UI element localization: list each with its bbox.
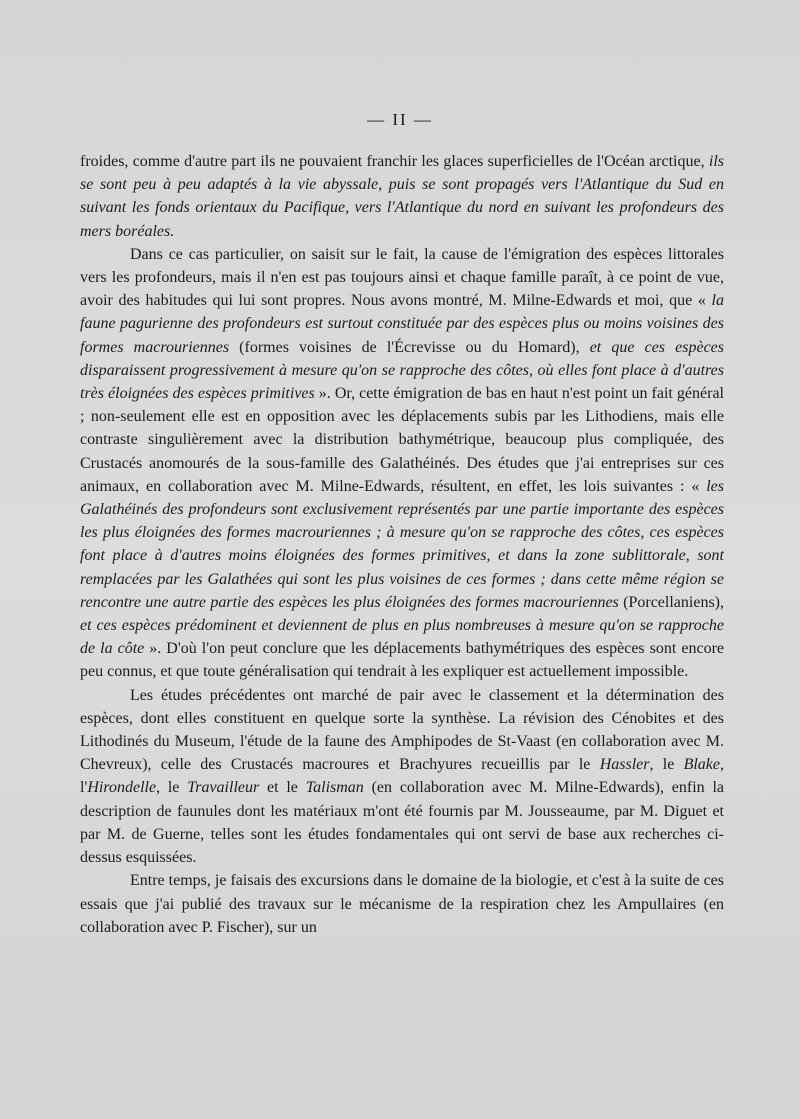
italic-segment: et que ces espèces disparaissent progressivement à mesure qu'on se rapproche des côtes, où elles font place à d'autres très éloignées des espèces primitives: [80, 338, 724, 403]
paragraph: [80, 869, 724, 939]
text-segment: (Porcellaniens),: [618, 593, 725, 611]
text-segment: ». Or, cette émigration de bas en haut n'est point un fait général ; non-seulement elle est en opposition avec les déplacements subis par les Lithodiens, mais elle contraste singulièrement avec la distribution bathymétrique, beaucoup plus compliquée, des Crustacés anomourés de la sous-famille des Galathéinés. Des études que j'ai entreprises sur ces animaux, en collaboration avec M. Milne-Edwards, résultent, en effet, les lois suivantes : «: [80, 385, 724, 495]
text-segment: Les études précédentes ont marché de pair avec le classement et la détermination des espèces, dont elles constituent en quelque sorte la synthèse. La révision des Cénobites et des Lithodinés du Museum, l'étude de la faune des Amphipodes de St-Vaast (en collaboration avec M. Chevreux), celle des Crustacés macroures et Brachyures recueillis par le: [80, 686, 724, 774]
italic-segment: ils se sont peu à peu adaptés à la vie abyssale, puis se sont propagés vers l'Atlantique du Sud en suivant les fonds orientaux du Pacifique, vers l'Atlantique du nord en suivant les profondeurs des mers boréales.: [80, 153, 724, 240]
italic-segment: et ces espèces prédominent et deviennent de plus en plus nombreuses à mesure qu'on se rapproche de la côte: [80, 617, 724, 658]
text-segment: Entre temps, je faisais des excursions dans le domaine de la biologie, et c'est à la suite de ces essais que j'ai publié des travaux sur le mécanisme de la respiration chez les Ampullaires (en collaboration avec P. Fischer), sur un: [80, 872, 724, 936]
ship-name: Blake: [683, 756, 720, 774]
paragraph: [80, 243, 724, 684]
text-segment: froides, comme d'autre part ils ne pouvaient franchir les glaces superficielles de l'Océan arctique,: [80, 153, 709, 170]
text-segment: et le: [259, 779, 306, 797]
text-segment: Dans ce cas particulier, on saisit sur le fait, la cause de l'émigration des espèces littorales vers les profondeurs, mais il n'en est pas toujours ainsi et chaque famille paraît, à ce point de vue, avoir des habitudes qui lui sont propres. Nous avons montré, M. Milne-Edwards et moi, que «: [80, 245, 724, 310]
text-segment: (en collaboration avec M. Milne-Edwards), enfin la description de faunules dont les matériaux m'ont été fournis par M. Jousseaume, par M. Diguet et par M. de Guerne, telles sont les études fondamentales qui ont servi de base aux recherches ci-dessus esquissées.: [80, 779, 725, 867]
page-number: — II —: [367, 110, 433, 129]
italic-segment: la faune pagurienne des profondeurs est surtout constituée par des espèces plus ou moins voisines des formes macrouriennes: [80, 292, 724, 356]
ship-name: Hassler: [599, 756, 650, 774]
text-segment: ». D'où l'on peut conclure que les déplacements bathymétriques des espèces sont encore peu connus, et que toute généralisation qui tendrait à les expliquer est actuellement impossible.: [80, 640, 725, 681]
italic-segment: les Galathéinés des profondeurs sont exclusivement représentés par une partie importante des espèces les plus éloignées des formes macrouriennes ; à mesure qu'on se rapproche des côtes, ces espèces font place à d'autres moins éloignées des formes primitives, et dans la zone sublittorale, sont remplacées par les Galathées qui sont les plus voisines de ces formes ; dans cette même région se rencontre une autre partie des espèces les plus éloignées des formes macrouriennes: [80, 477, 724, 611]
text-segment: , le: [649, 756, 684, 774]
ship-name: Talisman: [305, 779, 364, 797]
ship-name: Hirondelle: [87, 779, 157, 797]
body-text: [80, 150, 724, 939]
text-segment: , le: [156, 779, 188, 797]
text-segment: (formes voisines de l'Écrevisse ou du Homard),: [229, 338, 590, 356]
paragraph: [80, 684, 724, 870]
paragraph: [80, 150, 724, 243]
text-segment: , l': [80, 756, 724, 797]
ship-name: Travailleur: [187, 779, 260, 797]
